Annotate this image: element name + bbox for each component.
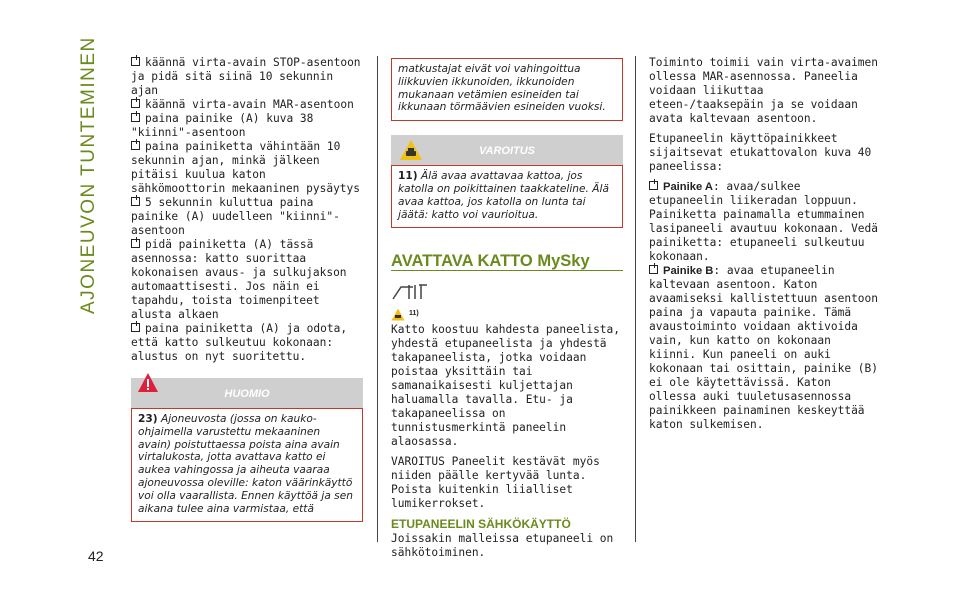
column-1	[131, 56, 363, 522]
notice-number: 23)	[138, 413, 158, 425]
notice-label: HUOMIO	[224, 388, 270, 400]
checkbox-bullet-icon	[131, 113, 140, 122]
instruction-item	[131, 140, 363, 196]
warning-label: VAROITUS	[478, 145, 536, 158]
instruction-item	[131, 238, 363, 322]
checkbox-bullet-icon	[131, 197, 140, 206]
page-number: 42	[88, 548, 104, 564]
checkbox-bullet-icon	[131, 323, 140, 332]
subsection-title: ETUPANEELIN SÄHKÖKÄYTTÖ	[391, 517, 571, 532]
warning-header	[391, 135, 623, 165]
instruction-item	[131, 112, 363, 140]
instruction-item	[131, 98, 363, 112]
instruction-text: paina painike (A) kuva 38 "kiinni"-asentoon	[131, 112, 314, 139]
checkbox-bullet-icon	[131, 99, 140, 108]
instruction-item	[131, 322, 363, 364]
instruction-text: käännä virta-avain MAR-asentoon	[145, 98, 354, 111]
instruction-text: paina painiketta vähintään 10 sekunnin ajan, minkä jälkeen pitäisi kuulua katon sähkömoottorin mekaaninen pysäytys	[131, 140, 361, 195]
notice-header	[131, 378, 363, 408]
instruction-item	[131, 56, 363, 98]
instruction-text: pidä painiketta (A) tässä asennossa: katto suorittaa kokonaisen avaus- ja sulkujakson automaattisesti. Jos näin ei tapahdu, toista toimenpiteet alusta alkaen	[131, 238, 347, 321]
paragraph: Etupaneelin käyttöpainikkeet sijaitsevat etukattovalon kuva 40 paneelissa:	[649, 132, 872, 173]
caution-icon	[391, 308, 405, 321]
column-divider	[377, 56, 378, 542]
instruction-text: käännä virta-avain STOP-asentoon ja pidä sitä siinä 10 sekunnin ajan	[131, 56, 361, 97]
instruction-text: 5 sekunnin kuluttua paina painike (A) uudelleen "kiinni"-asentoon	[131, 196, 340, 237]
warning-box	[391, 165, 623, 228]
instruction-text: paina painiketta (A) ja odota, että katto sulkeutuu kokonaan: alustus on nyt suoritettu.	[131, 322, 348, 363]
warning-text: Älä avaa avattavaa kattoa, jos katolla on poikittainen taakkateline. Älä avaa kattoa, jos katolla on lunta tai jäätä: katto voi vaurioitua.	[398, 170, 609, 221]
button-text: : avaa/sulkee etupaneelin liikeradan loppuun. Painiketta painamalla etummainen lasipaneeli avautuu kokonaan. Vedä painiketta: etupaneeli sulkeutuu kokonaan.	[649, 180, 879, 263]
button-description-list	[649, 180, 881, 432]
checkbox-bullet-icon	[649, 265, 658, 274]
notice-continued-text: matkustajat eivät voi vahingoittua liikkuvien ikkunoiden, ikkunoiden mukanaan vetämien esineiden tai ikkunaan törmäävien esineiden vuoksi.	[398, 63, 606, 114]
button-description	[649, 180, 881, 264]
section-body	[391, 323, 623, 511]
column-3-body	[649, 56, 881, 174]
notice-text: Ajoneuvosta (jossa on kauko-ohjaimella varustettu mekaaninen avain) poistuttaessa poista aina avain virtalukosta, jotta avattava katto ei aukea vahingossa ja aiheuta vaaraa ajoneuvossa oleville: katon väärinkäyttö voi olla vaarallista. Ennen käyttöä ja sen aikana tulee aina varmistaa, että	[138, 413, 353, 515]
section-title: AVATTAVA KATTO MySky	[391, 254, 623, 271]
sunroof-icon	[391, 281, 431, 303]
checkbox-bullet-icon	[649, 181, 658, 190]
button-label: Painike B	[663, 265, 714, 277]
checkbox-bullet-icon	[131, 141, 140, 150]
chapter-title: AJONEUVON TUNTEMINEN	[78, 36, 99, 314]
paragraph: VAROITUS Paneelit kestävät myös niiden päälle kertyvää lunta. Poista kuitenkin liialliset lumikerrokset.	[391, 455, 600, 511]
instruction-list	[131, 56, 363, 364]
instruction-item	[131, 196, 363, 238]
button-label: Painike A	[663, 181, 713, 193]
column-2	[391, 58, 623, 560]
paragraph: Toiminto toimii vain virta-avaimen ollessa MAR-asennossa. Paneelia voidaan liikuttaa eteen-/taaksepäin ja se voidaan avata kaltevaan asentoon.	[649, 56, 879, 125]
reference-number: 11)	[409, 310, 419, 318]
button-description	[649, 264, 881, 432]
subsection-text: Joissakin malleissa etupaneeli on sähkötoiminen.	[391, 532, 614, 560]
notice-box-continued	[391, 58, 623, 121]
paragraph: Katto koostuu kahdesta paneelista, yhdestä etupaneelista ja yhdestä takapaneelista, jotka voidaan poistaa yksittäin tai samanaikaisesti kuljettajan haluamalla tavalla. Etu- ja takapaneelissa on tunnistusmerkintä paneelin alaosassa.	[391, 323, 621, 449]
button-text: : avaa etupaneelin kaltevaan asentoon. Katon avaamiseksi kallistettuun asentoon paina ja vapauta painike. Tämä avaustoiminto voidaan aktivoida vain, kun katto on kokonaan kiinni. Kun paneeli on auki kokonaan tai osittain, painike (B) ei ole käytettävissä. Katon ollessa auki tuuletusasennossa painikkeen painaminen keskeyttää katon sulkemisen.	[649, 264, 879, 431]
column-divider	[635, 56, 636, 542]
notice-box	[131, 408, 363, 522]
checkbox-bullet-icon	[131, 239, 140, 248]
checkbox-bullet-icon	[131, 57, 140, 66]
warning-number: 11)	[398, 170, 418, 183]
column-3	[649, 56, 881, 432]
